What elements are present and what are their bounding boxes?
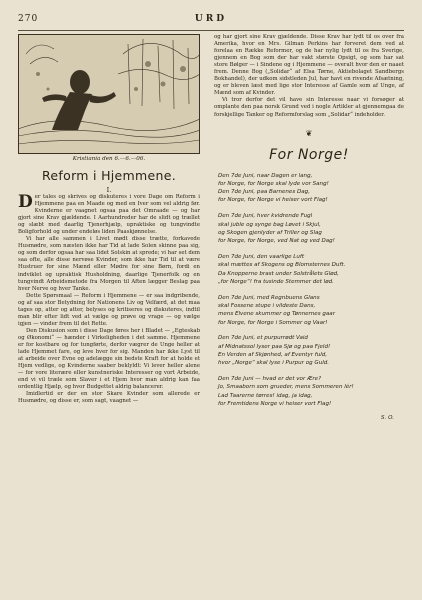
poem-line: Den 7de Juni, naar Dagen er lang,	[218, 172, 313, 179]
running-title: URD	[194, 14, 228, 24]
page-number: 270	[18, 14, 39, 24]
poem-line: Jo, Smaaborn som grueder, mens Sommeren lér!	[218, 384, 354, 391]
poem-stanza	[218, 172, 404, 205]
article-title: Reform i Hjemmene.	[42, 168, 176, 183]
page-header	[18, 14, 404, 28]
article-paragraph: Imidlertid er der en stor Skare Kvinder som allerede er Husmødre, og disse er, som sagt, vaagnet —	[18, 391, 200, 405]
poem-line: for Fremtidens Norge vi heiser vort Flag!	[218, 400, 332, 407]
poem-line: Den 7de Juni, hver kvidrende Fugl	[218, 213, 313, 220]
poem-line: Lad Taarerne tørres! idag, ja idag,	[218, 392, 313, 399]
poem-line: Den 7de Juni, et purpurrødt Vaid	[218, 335, 308, 342]
right-column	[214, 34, 404, 422]
poem	[214, 172, 404, 422]
poem-line: Den 7de Juni, paa Barnenes Dag,	[218, 189, 310, 196]
poem-line: Den 7de Juni, den vaarlige Luft	[218, 253, 305, 260]
poem-line: Den 7de Juni, med Regnbuens Glans	[218, 294, 320, 301]
illustration	[18, 34, 200, 154]
article-continuation	[214, 34, 404, 119]
article-paragraph: Den Diskusion som i disse Dage føres her i Bladet — „Egteskab og Økonomi“ — hænder i Virkeligheden i det samme. Hjemmene er for kostbare og for tungførte, derfor vægrer de Unge heller at lade Hjemmet fare, og leve hver for sig. Manden har ikke Lyst til at arbeide over Evne og adelægge sin bedste Kraft for at holde et Hjem vedlige, og Kvinderne saaber beklyldt: Vi lever heller alene — for vore literære eller kunstneriske Interesser og vort Arbeide, end vi vil træle som Slaver i et Hjem hvor man aldrig kan faa ordentlig Hjælp, og hvor Budgettet aldrig balancerer.	[18, 327, 200, 391]
poem-signature: S. O.	[381, 414, 394, 421]
poem-stanza	[218, 253, 404, 286]
article-paragraph: og har gjort sine Krav gjældende. Disse Krav har lydt til os over fra Amerika, hvor en Mrs. Gilman Perkins har forveret dem ved at forelaa en Række Reformer, og de har nylig lydt til os fra Sverige, gjennem en Bog som der har vakt største Opsigt, og som har sat store Bølger — i Sindene og i Hjemmene — overalt hvor den er naaet frem. Denne Bog („Solidar“ af Elsa Tørne, Aktiebolaget Sandbergs Bokhandel), der udkom sidstleden Jul, har havt en rivende Afsætning, og er bleven læst med lige stor Interesse af Gamle som af Unge, af Mænd som af Kvinder.	[214, 34, 404, 97]
poem-line: for Norge, for Norge, ved Nat og ved Dag!	[218, 238, 335, 245]
poem-line: Da Knopperne brast under Solstrålets Glød,	[218, 270, 339, 277]
poem-line: „for Norge“! fra tusinde Stemmer det lød.	[218, 278, 334, 285]
poem-line: skal mættes af Skogens og Blomsternes Duft.	[218, 262, 346, 269]
poem-line: hvor „Norge“ skal lyse i Purpur og Guld.	[218, 360, 330, 367]
poem-stanza	[218, 212, 404, 245]
illustration-caption: Kristiania den 6.—6.—06.	[72, 156, 146, 162]
article-paragraph: Dette Spørsmaal — Reform i Hjemmene — er saa indgribende, og af saa stor Betydning for Nationens Liv og Velfærd, at det maa tages op, atter og atter, belyses og kritiseres og diskuteres, indtil man blir efter lidt ved at vælge og prøve og vrage — og vælge igjen — vinder frem til det Rette.	[18, 292, 200, 327]
illustration-drawing	[18, 34, 200, 154]
poem-line: Den 7de Juni — hvad er det vor Ære?	[218, 376, 322, 382]
poem-line: En Verden af Skjønhed, af Eventyr fuld,	[218, 351, 328, 358]
poem-line: skal juble og synge bag Løvet i Skjul,	[218, 221, 321, 228]
drop-cap: D	[18, 192, 33, 212]
poem-line: skal Fossene stupe i vildeste Dans,	[218, 302, 316, 309]
article-paragraph: Der tales og skrives og diskuteres i vore Dage om Reform i Hjemmene paa en Maade og med en Iver som vel aldrig før. Kvinderne er vaagnet ogsaa paa det Omraade — og har gjort sine Krav gjældende. I Aarhundreder har de slidt og trællet og slæbt med daarlig Tjenerhjælp, upraktiske og tungvindte Boligforhold og under endeløs liden Paaskjønnelse.	[18, 192, 200, 236]
poem-line: mens Elvene skummer og Tønnernes gaar	[218, 311, 335, 318]
poem-line: for Norge, for Norge i Sommer og Vaar!	[218, 319, 328, 326]
poem-stanza	[218, 334, 404, 367]
poem-title: For Norge!	[269, 146, 349, 163]
poem-line: for Norge, for Norge vi heiser vort Flag!	[218, 197, 328, 204]
poem-line: af Midnatssol lyser paa Sjø og paa Fjeld!	[218, 343, 331, 350]
poem-line: for Norge, for Norge skal lyde vor Sang!	[218, 180, 329, 187]
section-number: I.	[106, 186, 112, 194]
header-rule	[18, 30, 404, 31]
article-paragraph: Vi har alle sammen i Livet mødt disse trætte, forkavede Husmødre, som næsten ikke har Tid at lade Solen skinne paa sig, og som derfor ogsaa har saa lidet Solskin at sprede; vi har set dem saa ofte, alle disse nervøse Kvinder, som ikke har Tid til at være Hustruer for sine Mænd eller Mødre for sine Børn, fordi en indviklet og upraktisk Husholdning, daarlige Tjenerfolk og en tungvindt Arbeidsmetode fra Morgen til Aften lægger Beslag paa hver Nerve og hver Tanke.	[18, 236, 200, 292]
poem-stanza	[218, 375, 404, 408]
poem-stanza	[218, 294, 404, 327]
article-paragraph: Vi tror derfor det vil have sin Interesse naar vi forsøger at omplante den paa norsk Grund ved i nogle Artikler at gjennemgaa de forskjellige Tanker og Reformforslag som „Solidar“ indeholder.	[214, 97, 404, 118]
left-column	[18, 34, 200, 405]
poem-line: og Skogen gjenlyder af Triller og Slag	[218, 229, 322, 236]
fleuron-icon: ❦	[305, 128, 313, 138]
article-body	[18, 194, 200, 405]
